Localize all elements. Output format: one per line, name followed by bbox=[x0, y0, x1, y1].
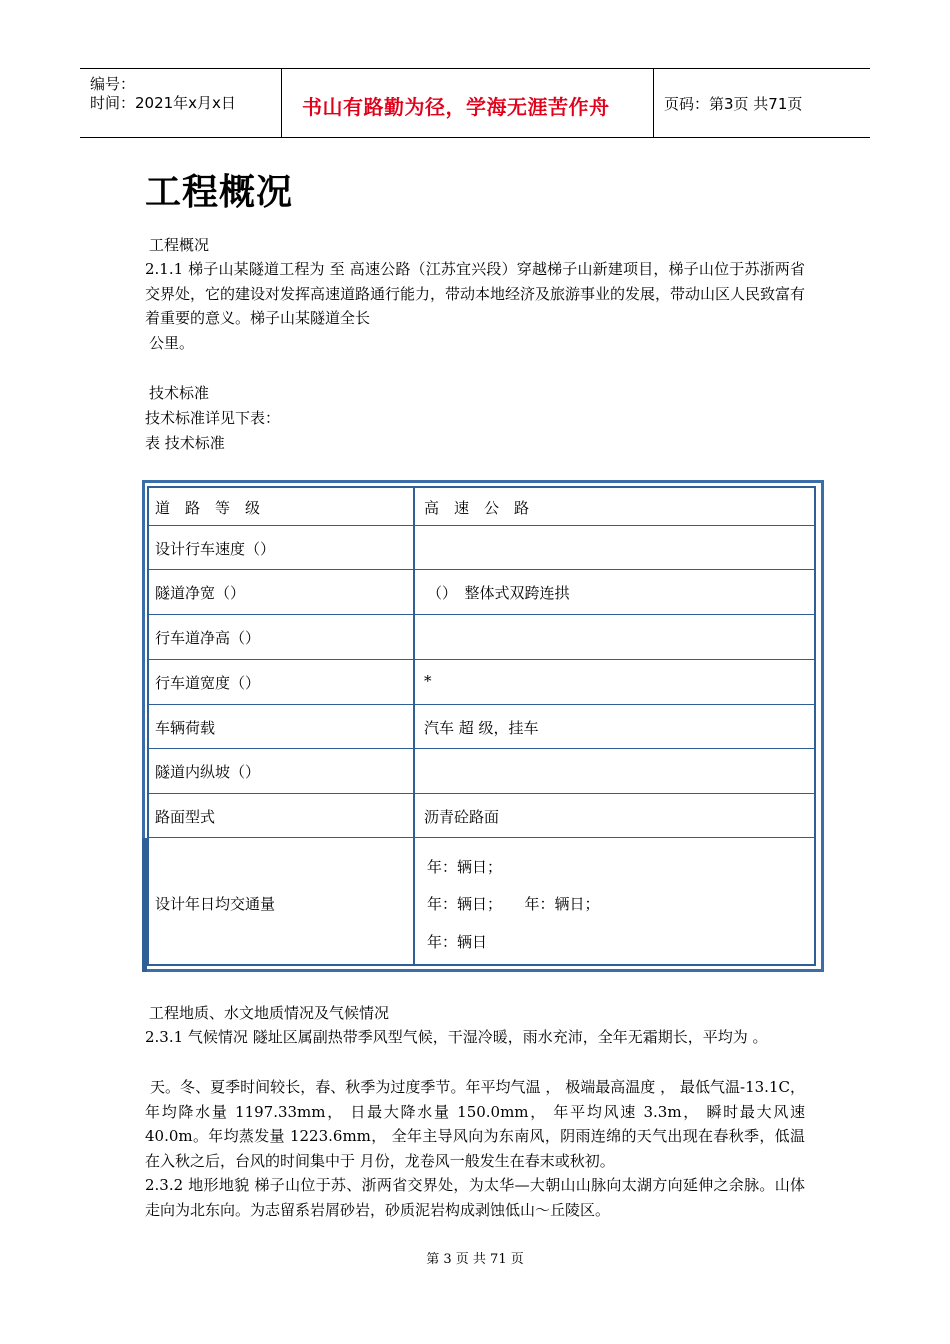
climate-paragraph: 2.3.1 气候情况 隧址区属副热带季风型气候，干湿冷暖，雨水充沛，全年无霜期长，平均为 。 bbox=[145, 1028, 768, 1046]
table-caption: 表 技术标准 bbox=[145, 434, 225, 452]
table-key: 设计行车速度（） bbox=[155, 540, 276, 558]
table-row bbox=[147, 570, 816, 615]
table-key: 路面型式 bbox=[155, 808, 216, 826]
table-row bbox=[147, 749, 816, 794]
header-motto: 书山有路勤为径，学海无涯苦作舟 bbox=[302, 95, 610, 119]
table-value: （） 整体式双跨连拱 bbox=[427, 584, 570, 602]
table-row bbox=[147, 838, 816, 966]
table-key: 隧道内纵坡（） bbox=[155, 763, 261, 781]
table-value: * bbox=[424, 672, 432, 690]
table-key: 设计年日均交通量 bbox=[155, 895, 276, 913]
table-value: 年：辆日； 年：辆日； bbox=[427, 895, 600, 913]
document-time: 时间：2021年x月x日 bbox=[90, 94, 236, 112]
table-value: 高 速 公 路 bbox=[424, 499, 530, 517]
table-row bbox=[147, 794, 816, 838]
table-key: 行车道净高（） bbox=[155, 629, 261, 647]
section-heading-overview: 工程概况 bbox=[149, 236, 210, 254]
table-value: 汽车 超 级，挂车 bbox=[424, 719, 539, 737]
table-value: 年：辆日 bbox=[427, 933, 488, 951]
table-key: 行车道宽度（） bbox=[155, 674, 261, 692]
page-footer: 第 3 页 共 71 页 bbox=[426, 1252, 524, 1267]
table-value: 沥青砼路面 bbox=[424, 808, 500, 826]
climate-paragraph-continued: 天。冬、夏季时间较长，春、秋季为过度季节。年平均气温 ， 极端最高温度 ， 最低气温-13.1C， 年均降水量 1197.33mm， 日最大降水量 150.0mm， 年平均风速 3.3m， 瞬时最大风速 40.0m。年均蒸发量 1223.6mm， 全年主导风向为东南风，阴雨连绵的天气出现在春秋季，低温在入秋之后，台风的时间集中于 月份，龙卷风一般发生在春末或秋初。 bbox=[145, 1078, 805, 1170]
standards-intro: 技术标准详见下表： bbox=[145, 409, 281, 427]
document-number: 编号： bbox=[90, 75, 136, 93]
table-value: 年：辆日； bbox=[427, 858, 503, 876]
overview-paragraph: 2.1.1 梯子山某隧道工程为 至 高速公路（江苏宜兴段）穿越梯子山新建项目，梯子山位于苏浙两省交界处，它的建设对发挥高速道路通行能力，带动本地经济及旅游事业的发展，带动山区人民致富有着重要的意义。梯子山某隧道全长 bbox=[145, 260, 806, 327]
header-meta bbox=[80, 69, 282, 137]
header-motto-cell bbox=[282, 69, 654, 137]
overview-paragraph-tail: 公里。 bbox=[149, 334, 195, 352]
table-row bbox=[147, 705, 816, 749]
page-title: 工程概况 bbox=[145, 172, 294, 213]
table-row bbox=[147, 526, 816, 570]
table-key: 隧道净宽（） bbox=[155, 584, 246, 602]
section-heading-geology: 工程地质、水文地质情况及气候情况 bbox=[149, 1004, 390, 1022]
page-header bbox=[80, 68, 870, 138]
section-heading-standards: 技术标准 bbox=[149, 384, 210, 402]
header-page-cell bbox=[654, 69, 870, 137]
header-page-number: 页码：第3页 共71页 bbox=[664, 95, 803, 113]
terrain-paragraph: 2.3.2 地形地貌 梯子山位于苏、浙两省交界处，为太华—大朝山山脉向太湖方向延伸之余脉。山体走向为北东向。为志留系岩屑砂岩，砂质泥岩构成剥蚀低山～丘陵区。 bbox=[145, 1176, 805, 1219]
table-key: 车辆荷载 bbox=[155, 719, 216, 737]
table-key: 道 路 等 级 bbox=[155, 499, 261, 517]
table-row bbox=[147, 660, 816, 705]
table-row bbox=[147, 615, 816, 660]
table-row bbox=[147, 486, 816, 526]
